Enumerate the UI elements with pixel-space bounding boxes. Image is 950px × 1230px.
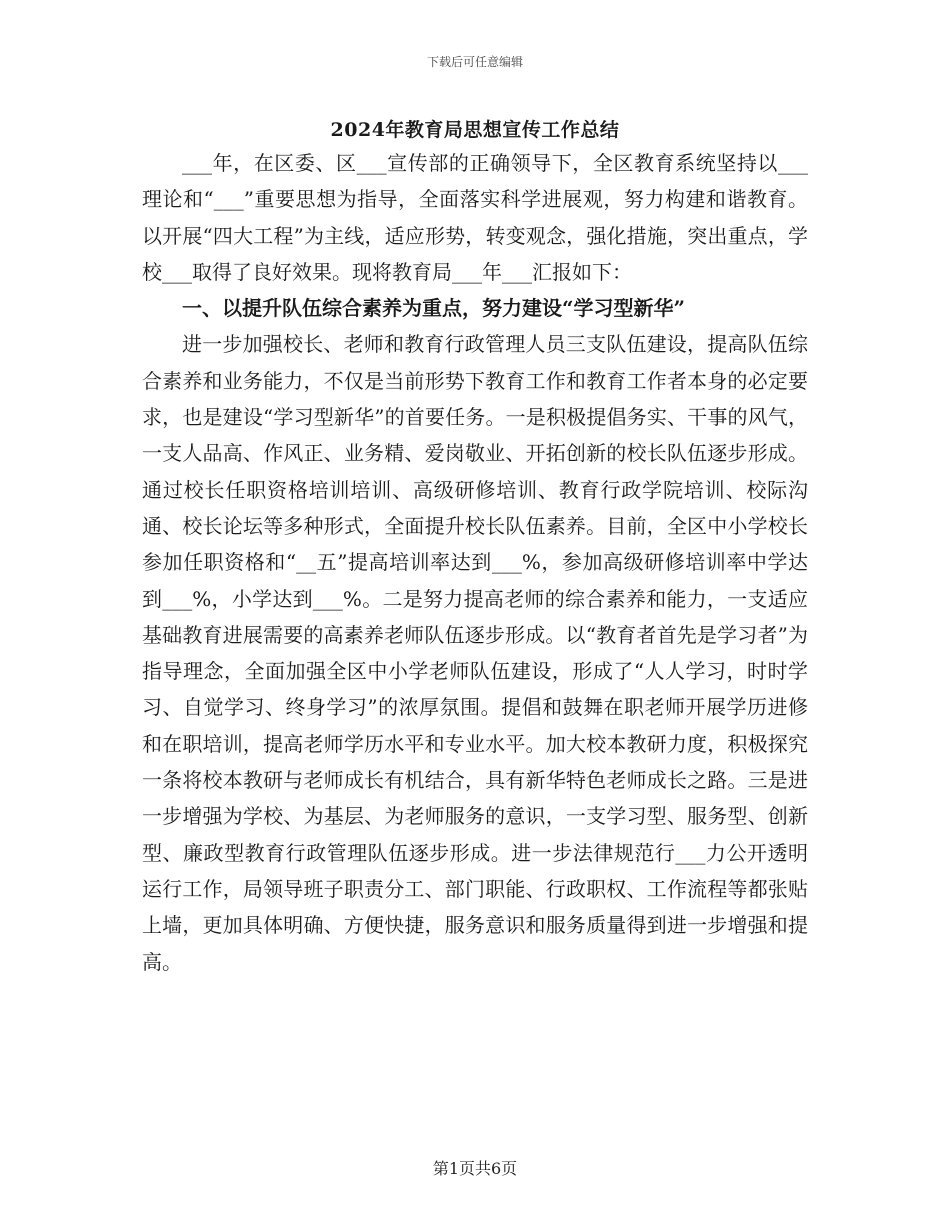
section-paragraph: 进一步加强校长、老师和教育行政管理人员三支队伍建设，提高队伍综合素养和业务能力，不仅是当前形势下教育工作和教育工作者本身的必定要求，也是建设“学习型新华”的首要任务。一是积极提倡务实、干事的风气，一支人品高、作风正、业务精、爱岗敬业、开拓创新的校长队伍逐步形成。通过校长任职资格培训培训、高级研修培训、教育行政学院培训、校际沟通、校长论坛等多种形式，全面提升校长队伍素养。目前，全区中小学校长参加任职资格和“__五”提高培训率达到___%，参加高级研修培训率中学达到___%，小学达到___%。二是努力提高老师的综合素养和能力，一支适应基础教育进展需要的高素养老师队伍逐步形成。以“教育者首先是学习者”为指导理念，全面加强全区中小学老师队伍建设，形成了“人人学习，时时学习、自觉学习、终身学习”的浓厚氛围。提倡和鼓舞在职老师开展学历进修和在职培训，提高老师学历水平和专业水平。加大校本教研力度，积极探究一条将校本教研与老师成长有机结合，具有新华特色老师成长之路。三是进一步增强为学校、为基层、为老师服务的意识，一支学习型、服务型、创新型、廉政型教育行政管理队伍逐步形成。进一步法律规范行___力公开透明运行工作，局领导班子职责分工、部门职能、行政职权、工作流程等都张贴上墙，更加具体明确、方便快捷，服务意识和服务质量得到进一步增强和提高。 (142, 332, 808, 974)
page-number: 第1页共6页 (432, 1159, 518, 1178)
intro-paragraph: ___年，在区委、区___宣传部的正确领导下，全区教育系统坚持以___理论和“___”重要思想为指导，全面落实科学进展观，努力构建和谐教育。以开展“四大工程”为主线，适应形势，转变观念，强化措施，突出重点，学校___取得了良好效果。现将教育局___年___汇报如下： (142, 151, 808, 284)
section-heading: 一、以提升队伍综合素养为重点，努力建设“学习型新华” (182, 296, 686, 321)
document-body (142, 145, 808, 980)
document-title: 2024年教育局思想宣传工作总结 (330, 119, 620, 141)
page-header-note: 下载后可任意编辑 (426, 55, 523, 69)
